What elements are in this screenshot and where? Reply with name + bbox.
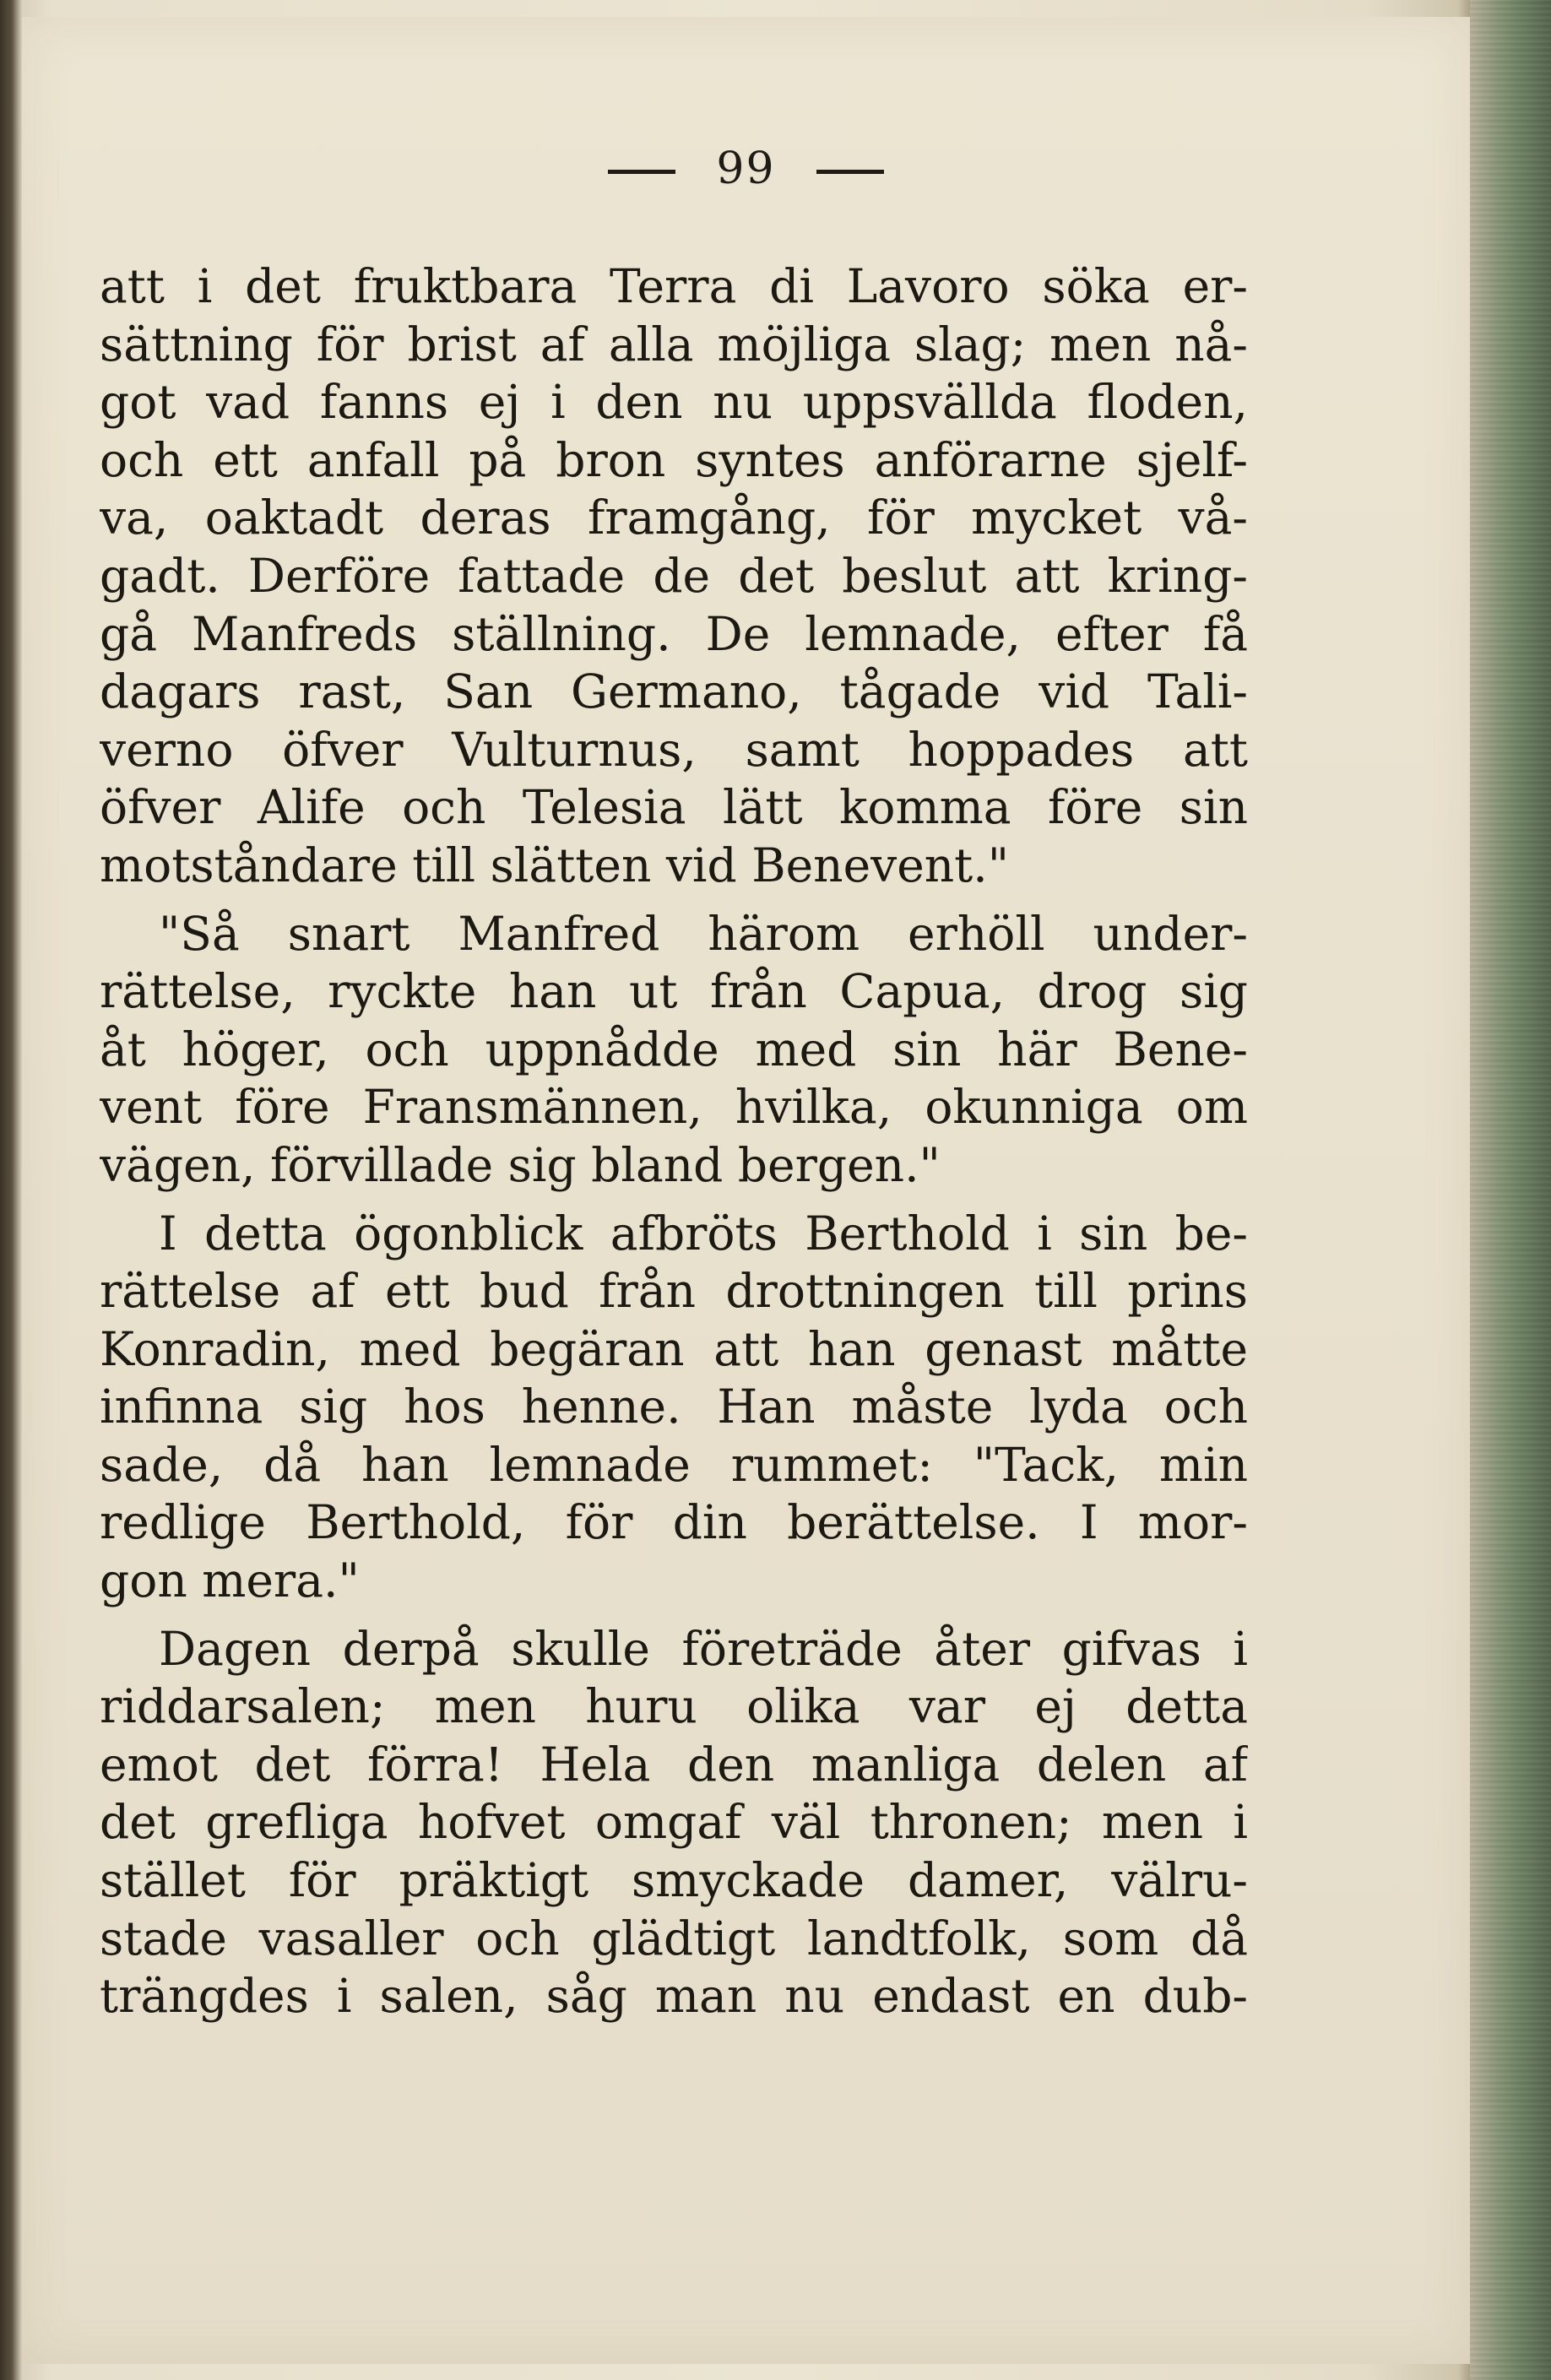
paragraph-gap <box>100 895 1248 905</box>
page-number: 99 <box>716 144 776 194</box>
text-line: sade, då han lemnade rummet: "Tack, min <box>100 1437 1248 1492</box>
text-line: åt höger, och uppnådde med sin här Bene- <box>100 1022 1248 1076</box>
text-line: "Så snart Manfred härom erhöll under- <box>159 906 1248 961</box>
text-line: motståndare till slätten vid Benevent." <box>100 838 1010 892</box>
paragraph <box>100 1205 1248 1610</box>
paragraph <box>100 905 1248 1195</box>
text-line: stade vasaller och glädtigt landtfolk, som då <box>100 1911 1248 1965</box>
text-line: gon mera." <box>100 1553 360 1608</box>
left-dash <box>608 170 675 174</box>
text-line: och ett anfall på bron syntes anförarne sjelf- <box>100 432 1248 487</box>
page-number-header <box>22 144 1470 194</box>
text-line: emot det förra! Hela den manliga delen af <box>100 1737 1248 1792</box>
text-line: redlige Berthold, för din berättelse. I mor- <box>100 1495 1248 1550</box>
paragraph-gap <box>100 1610 1248 1620</box>
text-line: gadt. Derföre fattade de det beslut att kring- <box>100 548 1248 603</box>
text-line: sättning för brist af alla möjliga slag; men nå- <box>100 317 1248 371</box>
text-line: got vad fanns ej i den nu uppsvällda floden, <box>100 375 1248 430</box>
text-line: att i det fruktbara Terra di Lavoro söka er- <box>100 259 1248 313</box>
text-line: infinna sig hos henne. Han måste lyda och <box>100 1380 1248 1434</box>
text-line: stället för präktigt smyckade damer, välru- <box>100 1853 1248 1908</box>
body-text <box>100 258 1248 2025</box>
text-line: rättelse, ryckte han ut från Capua, drog sig <box>100 964 1248 1019</box>
text-line: dagars rast, San Germano, tågade vid Tali- <box>100 664 1248 719</box>
paragraph <box>100 258 1248 895</box>
text-line: trängdes i salen, såg man nu endast en dub- <box>100 1969 1248 2024</box>
text-line: det grefliga hofvet omgaf väl thronen; men i <box>100 1795 1248 1850</box>
text-line: va, oaktadt deras framgång, för mycket vå- <box>100 491 1248 545</box>
paragraph <box>100 1620 1248 2025</box>
text-line: Konradin, med begäran att han genast måtte <box>100 1321 1248 1376</box>
text-line: gå Manfreds ställning. De lemnade, efter få <box>100 606 1248 661</box>
right-dash <box>816 170 884 174</box>
text-line: vent före Fransmännen, hvilka, okunniga om <box>100 1080 1248 1135</box>
paragraph-gap <box>100 1195 1248 1205</box>
text-line: verno öfver Vulturnus, samt hoppades att <box>100 722 1248 777</box>
text-line: vägen, förvillade sig bland bergen." <box>100 1137 941 1192</box>
adjacent-page-edge <box>1470 0 1551 2380</box>
text-line: riddarsalen; men huru olika var ej detta <box>100 1679 1248 1734</box>
text-line: öfver Alife och Telesia lätt komma före sin <box>100 780 1248 835</box>
text-line: Dagen derpå skulle företräde åter gifvas i <box>159 1621 1248 1676</box>
text-line: I detta ögonblick afbröts Berthold i sin be- <box>159 1206 1248 1260</box>
book-page <box>22 17 1470 2364</box>
text-line: rättelse af ett bud från drottningen till prins <box>100 1264 1248 1319</box>
